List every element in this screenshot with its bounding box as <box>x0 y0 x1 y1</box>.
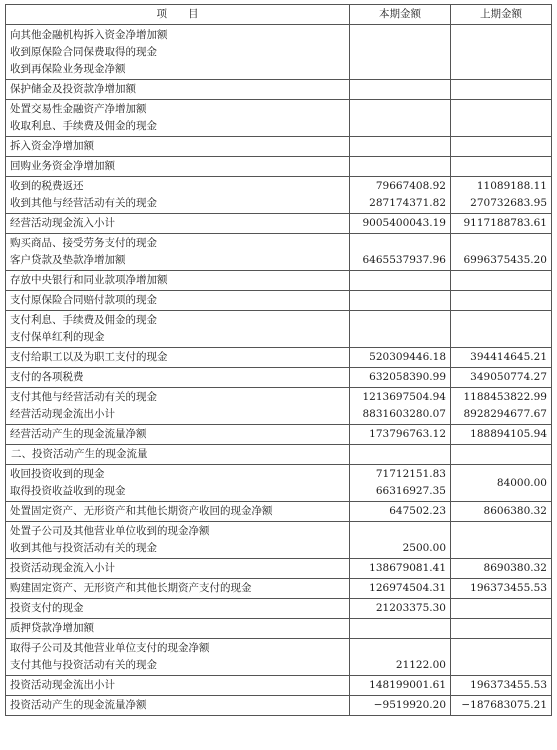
table-row <box>6 619 552 639</box>
empty-line <box>354 620 446 637</box>
item-cell <box>6 465 350 502</box>
item-label: 取得子公司及其他营业单位支付的现金净额 <box>10 642 210 654</box>
current-amount-cell <box>350 425 451 445</box>
table-row <box>6 368 552 388</box>
previous-amount-cell <box>451 559 552 579</box>
empty-line <box>455 657 547 674</box>
previous-amount-cell <box>451 522 552 559</box>
previous-amount: 270732683.95 <box>470 197 547 209</box>
table-row <box>6 445 552 465</box>
empty-line <box>455 600 547 617</box>
current-amount: 8831603280.07 <box>362 408 446 420</box>
current-amount: 79667408.92 <box>375 180 446 192</box>
current-amount-cell <box>350 157 451 177</box>
item-cell <box>6 291 350 311</box>
table-row <box>6 465 552 502</box>
current-amount: 66316927.35 <box>375 485 446 497</box>
current-amount-cell <box>350 100 451 137</box>
previous-amount-cell <box>451 311 552 348</box>
previous-amount-cell <box>451 25 552 80</box>
table-row <box>6 696 552 716</box>
item-label: 经营活动产生的现金流量净额 <box>10 428 147 440</box>
item-cell <box>6 348 350 368</box>
item-label: 收到其他与经营活动有关的现金 <box>10 197 157 209</box>
item-cell <box>6 311 350 348</box>
previous-amount-cell <box>451 271 552 291</box>
previous-amount-cell <box>451 696 552 716</box>
current-amount-cell <box>350 502 451 522</box>
item-cell <box>6 522 350 559</box>
item-label: 经营活动现金流出小计 <box>10 408 115 420</box>
empty-line <box>455 446 547 463</box>
item-cell <box>6 271 350 291</box>
table-row <box>6 599 552 619</box>
item-label: 投资支付的现金 <box>10 602 84 614</box>
current-amount-cell <box>350 619 451 639</box>
table-row <box>6 522 552 559</box>
empty-line <box>354 61 446 78</box>
table-row <box>6 559 552 579</box>
item-label: 拆入资金净增加额 <box>10 140 94 152</box>
previous-amount: −187683075.21 <box>461 699 547 711</box>
current-amount-cell <box>350 80 451 100</box>
current-amount: 148199001.61 <box>369 679 446 691</box>
previous-amount: 84000.00 <box>496 476 547 489</box>
item-label: 支付保单红利的现金 <box>10 331 105 343</box>
empty-line <box>354 81 446 98</box>
current-amount-cell <box>350 25 451 80</box>
item-cell <box>6 639 350 676</box>
item-label: 投资活动现金流出小计 <box>10 679 115 691</box>
item-label: 支付给职工以及为职工支付的现金 <box>10 351 168 363</box>
header-row <box>6 5 552 25</box>
previous-amount: 349050774.27 <box>470 371 547 383</box>
table-row <box>6 214 552 234</box>
item-label: 处置交易性金融资产净增加额 <box>10 103 147 115</box>
item-label: 质押贷款净增加额 <box>10 622 94 634</box>
item-cell <box>6 619 350 639</box>
empty-line <box>455 272 547 289</box>
current-amount-cell <box>350 676 451 696</box>
empty-line <box>455 158 547 175</box>
item-label: 支付其他与投资活动有关的现金 <box>10 659 157 671</box>
empty-line <box>455 138 547 155</box>
empty-line <box>354 235 446 252</box>
current-amount-cell <box>350 639 451 676</box>
current-amount-cell <box>350 234 451 271</box>
cash-flow-statement <box>5 4 551 716</box>
current-amount-cell <box>350 271 451 291</box>
empty-line <box>455 540 547 557</box>
current-amount-cell <box>350 696 451 716</box>
item-label: 收到原保险合同保费取得的现金 <box>10 45 157 58</box>
previous-amount-cell <box>451 157 552 177</box>
empty-line <box>455 101 547 118</box>
previous-amount-cell <box>451 579 552 599</box>
current-amount-cell <box>350 214 451 234</box>
current-amount: 287174371.82 <box>369 197 446 209</box>
empty-line <box>354 44 446 61</box>
item-label: 购买商品、接受劳务支付的现金 <box>10 237 157 249</box>
table-row <box>6 177 552 214</box>
item-label: 收到再保险业务现金净额 <box>10 62 126 75</box>
empty-line <box>354 101 446 118</box>
table-body <box>6 25 552 716</box>
current-amount-cell <box>350 559 451 579</box>
item-cell <box>6 100 350 137</box>
empty-line <box>455 61 547 78</box>
previous-amount: 196373455.53 <box>470 582 547 594</box>
empty-line <box>455 235 547 252</box>
item-cell <box>6 559 350 579</box>
current-amount-cell <box>350 177 451 214</box>
empty-line <box>354 523 446 540</box>
empty-line <box>354 446 446 463</box>
item-cell <box>6 425 350 445</box>
current-amount-cell <box>350 579 451 599</box>
item-cell <box>6 599 350 619</box>
table-row <box>6 157 552 177</box>
current-amount-cell <box>350 137 451 157</box>
previous-amount-cell <box>451 619 552 639</box>
current-amount-cell <box>350 465 451 502</box>
previous-amount: 8690380.32 <box>483 562 547 574</box>
previous-amount-cell <box>451 599 552 619</box>
previous-amount-cell <box>451 425 552 445</box>
table-row <box>6 348 552 368</box>
item-cell <box>6 214 350 234</box>
previous-amount-cell <box>451 234 552 271</box>
previous-amount: 8928294677.67 <box>463 408 547 420</box>
item-label: 回购业务资金净增加额 <box>10 160 115 172</box>
table-row <box>6 502 552 522</box>
previous-amount-cell <box>451 80 552 100</box>
current-amount-cell <box>350 445 451 465</box>
current-amount: 126974504.31 <box>369 582 446 594</box>
table-row <box>6 100 552 137</box>
current-amount-cell <box>350 388 451 425</box>
current-amount-cell <box>350 522 451 559</box>
item-cell <box>6 177 350 214</box>
table-row <box>6 80 552 100</box>
header-current-amount: 本期金额 <box>350 5 451 25</box>
empty-line <box>354 312 446 329</box>
item-label: 取得投资收益收到的现金 <box>10 485 126 497</box>
item-label: 投资活动产生的现金流量净额 <box>10 699 147 711</box>
empty-line <box>354 329 446 346</box>
empty-line <box>354 118 446 135</box>
item-label: 投资活动现金流入小计 <box>10 562 115 574</box>
empty-line <box>455 118 547 135</box>
current-amount: 71712151.83 <box>375 468 446 480</box>
previous-amount-cell <box>451 465 552 502</box>
item-label: 经营活动现金流入小计 <box>10 217 115 229</box>
empty-line <box>354 272 446 289</box>
current-amount-cell <box>350 311 451 348</box>
header-previous-amount: 上期金额 <box>451 5 552 25</box>
item-cell <box>6 676 350 696</box>
current-amount-cell <box>350 368 451 388</box>
table-row <box>6 676 552 696</box>
item-label: 收到其他与投资活动有关的现金 <box>10 542 157 554</box>
current-amount-cell <box>350 599 451 619</box>
current-amount-cell <box>350 291 451 311</box>
previous-amount-cell <box>451 368 552 388</box>
previous-amount: 11089188.11 <box>476 180 547 192</box>
table-row <box>6 25 552 80</box>
current-amount: 647502.23 <box>389 505 446 517</box>
current-amount: 9005400043.19 <box>362 217 446 229</box>
item-label: 支付的各项税费 <box>10 371 84 383</box>
empty-line <box>354 292 446 309</box>
item-label: 收到的税费返还 <box>10 180 84 192</box>
table-row <box>6 639 552 676</box>
previous-amount: 9117188783.61 <box>463 217 547 229</box>
table-row <box>6 234 552 271</box>
previous-amount-cell <box>451 445 552 465</box>
current-amount: 173796763.12 <box>369 428 446 440</box>
table-row <box>6 271 552 291</box>
empty-line <box>455 312 547 329</box>
empty-line <box>455 329 547 346</box>
item-label: 存放中央银行和同业款项净增加额 <box>10 274 168 286</box>
item-cell <box>6 502 350 522</box>
item-label: 收取利息、手续费及佣金的现金 <box>10 120 157 132</box>
current-amount: 2500.00 <box>402 542 446 554</box>
previous-amount-cell <box>451 502 552 522</box>
cash-flow-table <box>5 4 552 716</box>
table-row <box>6 311 552 348</box>
item-label: 购建固定资产、无形资产和其他长期资产支付的现金 <box>10 582 252 594</box>
item-label: 客户贷款及垫款净增加额 <box>10 254 126 266</box>
previous-amount: 188894105.94 <box>470 428 547 440</box>
empty-line <box>354 640 446 657</box>
previous-amount-cell <box>451 639 552 676</box>
previous-amount: 394414645.21 <box>470 351 547 363</box>
item-label: 保护储金及投资款净增加额 <box>10 83 136 95</box>
item-cell <box>6 388 350 425</box>
empty-line <box>455 640 547 657</box>
header-item: 项 目 <box>6 5 350 25</box>
empty-line <box>455 620 547 637</box>
empty-line <box>455 523 547 540</box>
previous-amount-cell <box>451 137 552 157</box>
item-cell <box>6 445 350 465</box>
previous-amount-cell <box>451 214 552 234</box>
table-row <box>6 137 552 157</box>
empty-line <box>354 27 446 44</box>
table-row <box>6 291 552 311</box>
item-cell <box>6 234 350 271</box>
item-cell <box>6 80 350 100</box>
table-row <box>6 579 552 599</box>
item-cell <box>6 25 350 80</box>
previous-amount: 8606380.32 <box>483 505 547 517</box>
empty-line <box>354 158 446 175</box>
current-amount: 21122.00 <box>395 659 446 671</box>
empty-line <box>455 27 547 44</box>
item-label: 支付原保险合同赔付款项的现金 <box>10 294 157 306</box>
item-cell <box>6 696 350 716</box>
item-label: 收回投资收到的现金 <box>10 468 105 480</box>
item-cell <box>6 368 350 388</box>
previous-amount: 196373455.53 <box>470 679 547 691</box>
previous-amount-cell <box>451 100 552 137</box>
item-label: 处置子公司及其他营业单位收到的现金净额 <box>10 525 210 537</box>
current-amount: 6465537937.96 <box>362 254 446 266</box>
item-cell <box>6 157 350 177</box>
previous-amount-cell <box>451 676 552 696</box>
previous-amount-cell <box>451 388 552 425</box>
item-label: 处置固定资产、无形资产和其他长期资产收回的现金净额 <box>10 505 273 517</box>
item-label: 支付利息、手续费及佣金的现金 <box>10 314 157 326</box>
current-amount: 520309446.18 <box>369 351 446 363</box>
item-label: 支付其他与经营活动有关的现金 <box>10 391 157 403</box>
current-amount: −9519920.20 <box>373 699 446 711</box>
previous-amount-cell <box>451 177 552 214</box>
previous-amount-cell <box>451 291 552 311</box>
current-amount: 21203375.30 <box>375 602 446 614</box>
previous-amount: 6996375435.20 <box>463 254 547 266</box>
empty-line <box>354 138 446 155</box>
current-amount: 632058390.99 <box>369 371 446 383</box>
item-cell <box>6 579 350 599</box>
empty-line <box>455 81 547 98</box>
current-amount-cell <box>350 348 451 368</box>
item-cell <box>6 137 350 157</box>
item-label: 向其他金融机构拆入资金净增加额 <box>10 28 168 41</box>
current-amount: 1213697504.94 <box>362 391 446 403</box>
current-amount: 138679081.41 <box>369 562 446 574</box>
previous-amount-cell <box>451 348 552 368</box>
empty-line <box>455 292 547 309</box>
table-row <box>6 388 552 425</box>
item-label: 二、投资活动产生的现金流量 <box>11 448 148 460</box>
previous-amount: 1188453822.99 <box>463 391 547 403</box>
empty-line <box>455 44 547 61</box>
table-row <box>6 425 552 445</box>
